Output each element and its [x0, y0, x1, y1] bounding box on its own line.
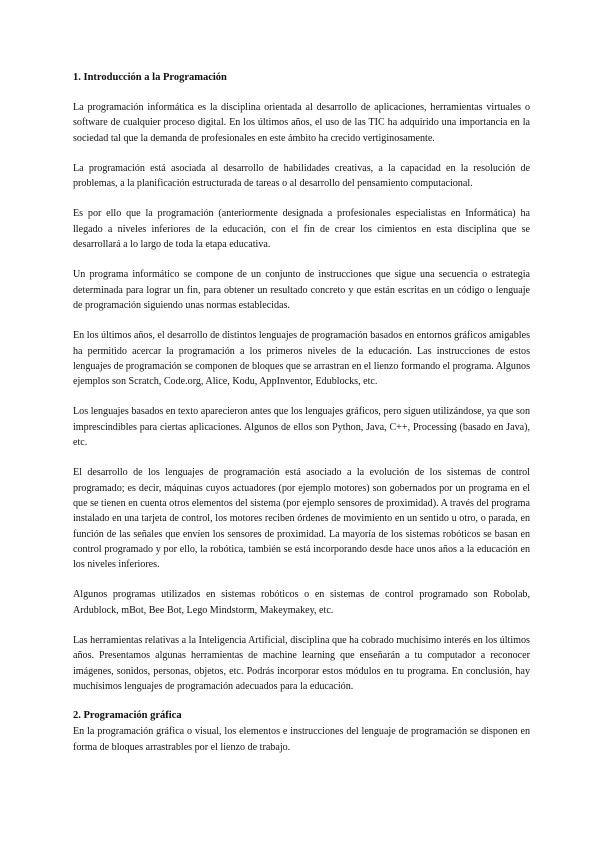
paragraph-program-definition: Un programa informático se compone de un conjunto de instrucciones que sigue una secuencia o estrategia determinada para lograr un fin, para obtener un resultado concreto y que están escritas en un código o lenguaje de programación siguiendo unas normas establecidas. — [73, 269, 530, 311]
paragraph-robotics-programs: Algunos programas utilizados en sistemas robóticos o en sistemas de control programado son Robolab, Ardublock, mBot, Bee Bot, Lego Mindstorm, Makeymakey, etc. — [73, 589, 530, 616]
paragraph-artificial-intelligence: Las herramientas relativas a la Inteligencia Artificial, disciplina que ha cobrado muchísimo interés en los últimos años. Presentamos algunas herramientas de machine learning que enseñarán a tu computador a reconocer imágenes, sonidos, personas, objetos, etc. Podrás incorporar estos módulos en tu programa. En conclusión, hay muchísimos lenguajes de programación adecuados para la educación. — [73, 635, 530, 692]
paragraph-graphical-languages: En los últimos años, el desarrollo de distintos lenguajes de programación basados en entornos gráficos amigables ha permitido acercar la programación a los primeros niveles de la educación. Las instrucciones de estos lenguajes de programación se componen de bloques que se arrastran en el lienzo formando el programa. Algunos ejemplos son Scratch, Code.org, Alice, Kodu, AppInventor, Edublocks, etc. — [73, 330, 530, 388]
paragraph-graphical-programming: En la programación gráfica o visual, los elementos e instrucciones del lenguaje de programación se disponen en forma de bloques arrastrables por el lienzo de trabajo. — [73, 726, 530, 753]
paragraph-education: Es por ello que la programación (anteriormente designada a profesionales especialistas en Informática) ha llegado a niveles inferiores de la educación, con el fin de crear los cimientos en esta disciplina que se desarrollará a lo largo de toda la etapa educativa. — [73, 208, 530, 251]
paragraph-text-languages: Los lenguajes basados en texto aparecieron antes que los lenguajes gráficos, pero siguen utilizándose, ya que son imprescindibles para ciertas aplicaciones. Algunos de ellos son Python, Java, C++, Processing (basado en Java), etc. — [73, 406, 530, 449]
document-body — [73, 70, 530, 755]
section-2-heading: 2. Programación gráfica — [73, 710, 182, 722]
section-1-heading: 1. Introducción a la Programación — [73, 72, 227, 83]
paragraph-skills: La programación está asociada al desarrollo de habilidades creativas, a la capacidad en la resolución de problemas, a la planificación estructurada de tareas o al desarrollo del pensamiento computacional. — [73, 162, 530, 190]
paragraph-intro: La programación informática es la disciplina orientada al desarrollo de aplicaciones, herramientas virtuales o software de cualquier proceso digital. En los últimos años, el uso de las TIC ha adquirido una importancia en la sociedad tal que la demanda de profesionales en este ámbito ha crecido vertiginosamente. — [73, 102, 530, 144]
paragraph-control-systems: El desarrollo de los lenguajes de programación está asociado a la evolución de los sistemas de control programado; es decir, máquinas cuyos actuadores (por ejemplo motores) son gobernados por un programa en el que se tienen en cuenta otros elementos del sistema (por ejemplo sensores de proximidad). A través del programa instalado en una tarjeta de control, los motores reciben órdenes de movimiento en un sentido u otro, o parada, en función de las señales que envíen los sensores de proximidad. La mayoría de los sistemas robóticos se basan en control programado y por ello, la robótica, también se está incorporando desde hace unos años a la educación en los niveles inferiores. — [73, 467, 530, 571]
